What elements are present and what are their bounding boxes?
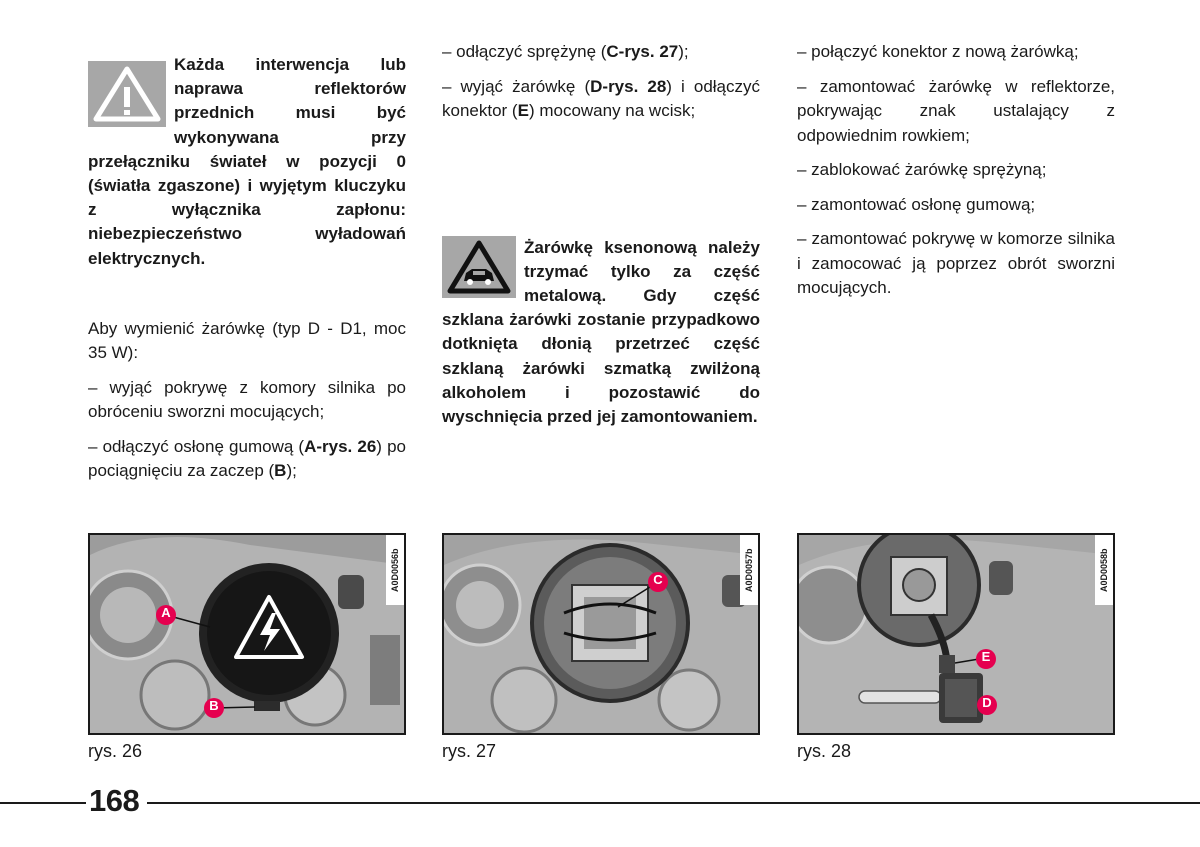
figure-code: A0D0058b	[1095, 535, 1113, 605]
caution-block	[442, 236, 760, 430]
part-reference: E	[517, 101, 529, 120]
warning-block	[88, 53, 406, 271]
step-text: – odłączyć sprężynę (C-rys. 27);	[442, 42, 689, 61]
callout-label-a: A	[161, 605, 171, 620]
step-text: – odłączyć osłonę gumową (A-rys. 26) po pociągnięciu za zaczep (B);	[88, 436, 406, 481]
figure-code: A0D0057b	[740, 535, 758, 605]
footer-rule	[0, 802, 86, 804]
column-1	[88, 40, 406, 484]
step-text: – wyjąć żarówkę (D-rys. 28) i odłączyć konektor (E) mocowany na wcisk;	[442, 76, 760, 120]
figure-28-bulb	[797, 533, 1115, 735]
step-text: – wyjąć pokrywę z komory silnika po obróceniu sworzni mocujących;	[88, 377, 406, 422]
car-triangle-icon	[442, 236, 516, 298]
caution-text: Żarówkę ksenonową należy trzymać tylko za część metalową. Gdy część szklana żarówki zostanie przypadkowo dotknięta dłonią przetrzeć część szklaną żarówki szmatką zwilżoną alkoholem i pozostawić do wyschnięcia przed jej zamontowaniem.	[442, 237, 760, 426]
callout-label-e: E	[981, 649, 991, 664]
column-3	[797, 40, 1115, 301]
exclamation-triangle-icon	[88, 61, 166, 127]
step-text: – zablokować żarówkę sprężyną;	[797, 160, 1047, 179]
step-text: – zamontować osłonę gumową;	[797, 194, 1036, 214]
step-text: – zamontować żarówkę w reflektorze, pokrywając znak ustalający z odpowiednim rowkiem;	[797, 76, 1115, 145]
column-2	[442, 40, 760, 429]
figure-27-spring	[442, 533, 760, 735]
figure-reference: D-rys. 28	[590, 76, 667, 96]
page-number: 168	[89, 783, 140, 818]
warning-text: Każda interwencja lub naprawa reflektorów przednich musi być wykonywana przy przełączniku świateł w pozycji 0 (światła zgaszone) i wyjętym kluczyku z wyłącznika zapłonu: niebezpieczeństwo wyładowań elektrycznych.	[88, 55, 406, 268]
figure-reference: C-rys. 27	[606, 42, 679, 61]
intro-text: Aby wymienić żarówkę (typ D - D1, moc 35 W):	[88, 318, 406, 363]
figure-26-headlamp-cover	[88, 533, 406, 735]
step-text: – zamontować pokrywę w komorze silnika i zamocować ją poprzez obrót sworzni mocujących.	[797, 229, 1115, 297]
part-reference: B	[274, 461, 287, 481]
footer-rule	[147, 802, 1200, 804]
callout-label-c: C	[653, 572, 663, 587]
callout-label-d: D	[982, 695, 992, 710]
step-text: – połączyć konektor z nową żarówką;	[797, 42, 1079, 61]
figure-caption: rys. 28	[797, 741, 852, 761]
figure-code: A0D0056b	[386, 535, 404, 605]
figure-reference: A-rys. 26	[304, 436, 377, 456]
figure-caption: rys. 27	[442, 741, 497, 761]
figure-caption: rys. 26	[88, 741, 143, 761]
callout-label-b: B	[209, 698, 219, 713]
